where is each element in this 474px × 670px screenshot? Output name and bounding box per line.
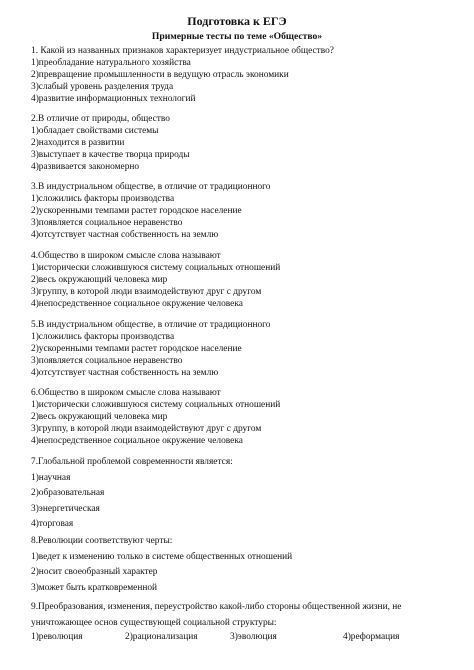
answer-option: 4)развивается закономерно	[31, 162, 140, 172]
answer-option: 1)революция	[31, 632, 83, 642]
question-9	[31, 600, 456, 644]
question-text: 3.В индустриальном обществе, в отличие от традиционного	[31, 182, 271, 192]
answer-option: 3)эволюция	[230, 632, 277, 642]
answer-option: 3)может быть кратковременной	[31, 582, 158, 593]
question-3	[31, 181, 456, 241]
answer-option: 3)выступает в качестве творца природы	[31, 150, 190, 160]
question-7	[31, 455, 456, 533]
page-title: Подготовка к ЕГЭ	[187, 14, 287, 28]
answer-option: 2)ускоренными темпами растет городское население	[31, 344, 242, 354]
question-5	[31, 319, 456, 379]
answer-option: 4)отсутствует частная собственность на землю	[31, 368, 219, 378]
answer-option: 2)находится в развитии	[31, 138, 125, 148]
answer-option: 1)обладает свойствами системы	[31, 126, 159, 136]
question-2	[31, 113, 456, 173]
answer-option: 3)группу, в которой люди взаимодействуют друг с другом	[31, 424, 262, 434]
question-8	[31, 534, 456, 596]
page-subtitle: Примерные тесты по теме «Общество»	[151, 31, 323, 42]
answer-option: 3)энергетическая	[31, 503, 100, 514]
answer-option: 1)ведет к изменению только в системе общественных отношений	[31, 551, 293, 562]
answer-option: 2)превращение промышленности в ведущую отрасль экономики	[31, 70, 289, 80]
question-text: 7.Глобальной проблемой современности является:	[31, 457, 233, 467]
answer-option: 4)отсутствует частная собственность на землю	[31, 230, 219, 240]
answer-option: 1)исторически сложившуюся систему социальных отношений	[31, 400, 281, 410]
question-text: 2.В отличие от природы, общество	[31, 114, 170, 124]
question-text: 6.Общество в широком смысле слова называют	[31, 388, 221, 398]
answer-option: 1)преобладание натурального хозяйства	[31, 58, 191, 68]
answer-option: 1)сложились факторы производства	[31, 332, 175, 342]
answer-option: 2)весь окружающий человека мир	[31, 275, 168, 285]
answer-option: 3)группу, в которой люди взаимодействуют друг с другом	[31, 287, 262, 297]
answer-option: 4)развитие информационных технологий	[31, 94, 196, 104]
answer-option: 2)рационализация	[125, 632, 198, 642]
answer-option: 3)появляется социальное неравенство	[31, 356, 183, 366]
answer-option: 4)непосредственное социальное окружение человека	[31, 299, 243, 309]
answer-option: 1)исторически сложившуюся систему социальных отношений	[31, 263, 281, 273]
question-text-continued: уничтожающее основ существующей социальной структуры:	[31, 617, 277, 628]
answer-option: 2)ускоренными темпами растет городское население	[31, 206, 242, 216]
question-text: 9.Преобразования, изменения, переустройство какой-либо стороны общественной жизни, не	[31, 602, 402, 612]
answer-option: 2)весь окружающий человека мир	[31, 412, 168, 422]
question-text: 4.Общество в широком смысле слова называют	[31, 251, 221, 261]
answer-option: 3)слабый уровень разделения труда	[31, 82, 174, 92]
answer-options-row	[31, 631, 456, 644]
question-4	[31, 250, 456, 310]
question-text: 1. Какой из названных признаков характеризует индустриальное общество?	[31, 46, 334, 56]
answer-option: 3)появляется социальное неравенство	[31, 218, 183, 228]
question-text: 8.Революции соответствуют черты:	[31, 536, 173, 546]
answer-option: 4)торговая	[31, 519, 74, 529]
answer-option: 1)сложились факторы производства	[31, 194, 175, 204]
answer-option: 4)реформация	[343, 632, 400, 642]
answer-option: 4)непосредственное социальное окружение человека	[31, 436, 243, 446]
question-1	[31, 45, 456, 105]
question-text: 5.В индустриальном обществе, в отличие от традиционного	[31, 320, 271, 330]
answer-option: 1)научная	[31, 472, 71, 483]
answer-option: 2)носит своеобразный характер	[31, 567, 158, 577]
answer-option: 2)образовательная	[31, 488, 105, 498]
question-6	[31, 387, 456, 447]
